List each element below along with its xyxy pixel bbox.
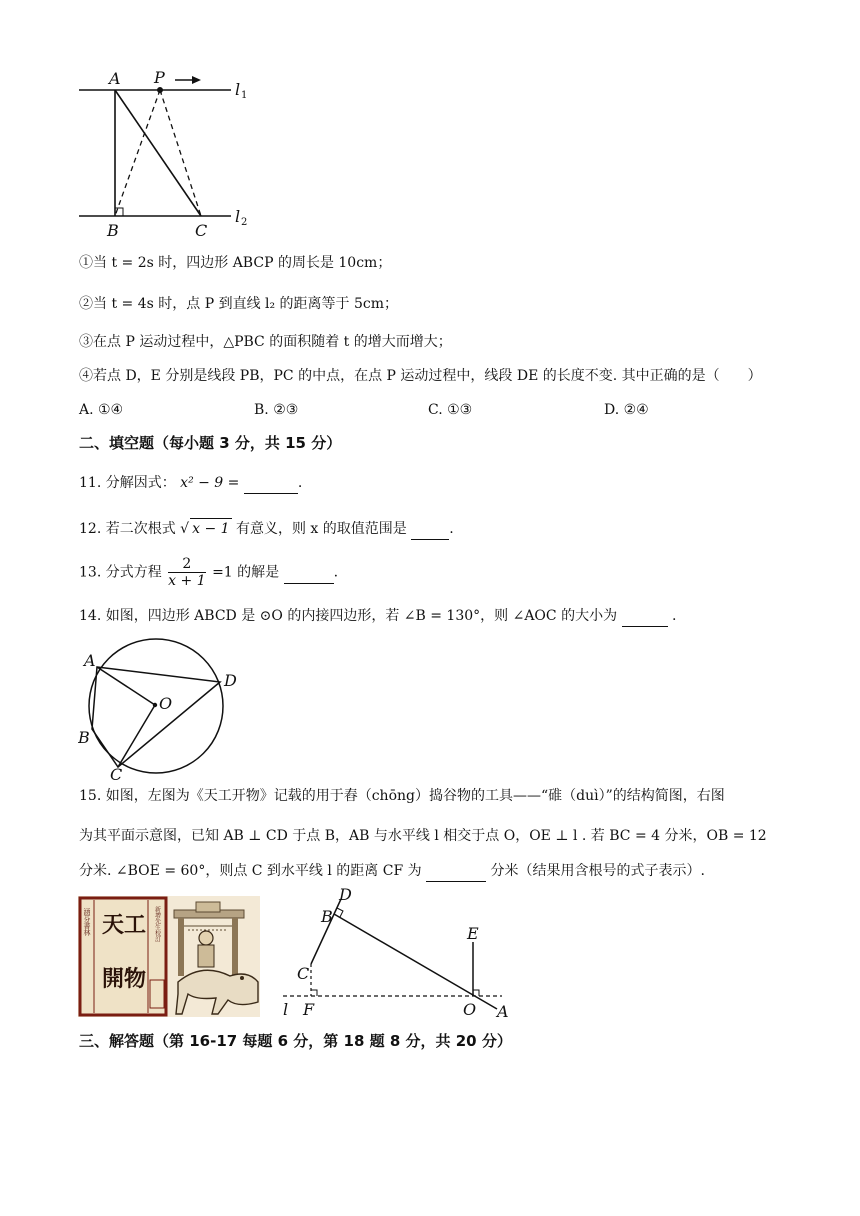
book-side-left: 涵芬書林 (83, 908, 91, 936)
q15-line-2: 为其平面示意图，已知 AB ⊥ CD 于点 B，AB 与水平线 l 相交于点 O，OE ⊥ l . 若 BC = 4 分米，OB = 12 (79, 828, 767, 844)
diagram-label-E: E (467, 924, 479, 943)
q12-end: . (449, 521, 454, 537)
q14-text: 14. 如图，四边形 ABCD 是 ⊙O 的内接四边形，若 ∠B = 130°，则 ∠AOC 的大小为 (79, 608, 618, 624)
q12-answer-blank[interactable] (411, 519, 449, 540)
q10-option-c: C. ①③ (428, 402, 473, 418)
book-title-char-3: 開 (102, 966, 125, 992)
q13-numerator: 2 (168, 556, 205, 573)
q13-fraction (168, 556, 205, 589)
label-C: C (195, 221, 208, 240)
q10-statement-1: ①当 t = 2s 时，四边形 ABCP 的周长是 10cm； (79, 255, 392, 271)
q10-statement-4: ④若点 D，E 分别是线段 PB，PC 的中点，在点 P 运动过程中，线段 DE 的长度不变. 其中正确的是（ ） (79, 368, 762, 384)
q13-end: . (333, 564, 339, 581)
label-l2: l (235, 207, 241, 226)
diagram-label-B: B (321, 907, 333, 926)
diagram-label-D: D (339, 885, 352, 904)
q11 (79, 473, 302, 494)
q10-option-b: B. ②③ (254, 402, 299, 418)
q12-radicand: x − 1 (190, 518, 231, 539)
circle-label-A: A (84, 651, 96, 670)
book-title-char-2: 工 (124, 912, 147, 938)
q15-line-3b: 分米（结果用含根号的式子表示）. (490, 863, 705, 879)
circle-label-B: B (78, 728, 90, 747)
q15-line-3 (79, 861, 705, 882)
book-title-char-1: 天 (102, 912, 125, 938)
q12-suffix: 有意义，则 x 的取值范围是 (235, 521, 407, 537)
q13-denominator: x + 1 (168, 573, 206, 589)
q15-line-3a: 分米. ∠BOE = 60°，则点 C 到水平线 l 的距离 CF 为 (79, 863, 422, 879)
q10-option-a: A. ①④ (79, 402, 124, 418)
diagram-label-l: l (283, 1000, 289, 1019)
diagram-label-F: F (303, 1000, 315, 1019)
figure-inscribed-quadrilateral (78, 634, 248, 784)
q12-prefix: 12. 若二次根式 (79, 521, 176, 537)
q14 (79, 606, 676, 627)
circle-label-C: C (110, 765, 123, 784)
diagram-label-C: C (297, 964, 310, 983)
circle-label-D: D (224, 671, 237, 690)
q13 (79, 556, 338, 589)
diagram-label-A: A (497, 1002, 509, 1020)
label-l1: l (235, 80, 241, 99)
label-P: P (154, 68, 165, 87)
sqrt-symbol: √ (180, 521, 190, 537)
q10-option-d: D. ②④ (604, 402, 649, 418)
section-2-title: 二、填空题（每小题 3 分，共 15 分） (79, 434, 342, 452)
q11-end: . (297, 475, 303, 491)
book-title-char-4: 物 (124, 966, 147, 992)
q14-end: . (671, 608, 677, 624)
q10-statement-2: ②当 t = 4s 时，点 P 到直线 l₂ 的距离等于 5cm； (79, 296, 399, 312)
circle-label-O: O (159, 694, 173, 713)
q13-prefix: 13. 分式方程 (79, 564, 162, 581)
book-side-right: 新增先生校訂 (153, 906, 161, 942)
diagram-label-O: O (463, 1000, 477, 1019)
label-A: A (109, 69, 121, 88)
label-B: B (107, 221, 119, 240)
q13-suffix: =1 的解是 (212, 564, 280, 581)
q11-answer-blank[interactable] (244, 473, 298, 494)
figure-dui-plane-diagram (277, 884, 522, 1020)
tiangong-kaiwu-illustration (78, 896, 260, 1017)
q13-answer-blank[interactable] (284, 563, 334, 584)
figure-parallel-lines (75, 66, 275, 246)
q15-answer-blank[interactable] (426, 861, 486, 882)
q11-expression: x² − 9 = (180, 475, 240, 491)
q11-prefix: 11. 分解因式： (79, 475, 176, 491)
q15-line-1: 15. 如图，左图为《天工开物》记载的用于舂（chōng）捣谷物的工具——“碓（duì）”的结构简图，右图 (79, 788, 725, 804)
q14-answer-blank[interactable] (622, 606, 668, 627)
q12 (79, 518, 454, 540)
section-3-title: 三、解答题（第 16-17 每题 6 分，第 18 题 8 分，共 20 分） (79, 1032, 512, 1050)
q10-statement-3: ③在点 P 运动过程中，△PBC 的面积随着 t 的增大而增大； (79, 334, 452, 350)
label-l1-sub: 1 (241, 90, 248, 101)
label-l2-sub: 2 (241, 217, 248, 228)
